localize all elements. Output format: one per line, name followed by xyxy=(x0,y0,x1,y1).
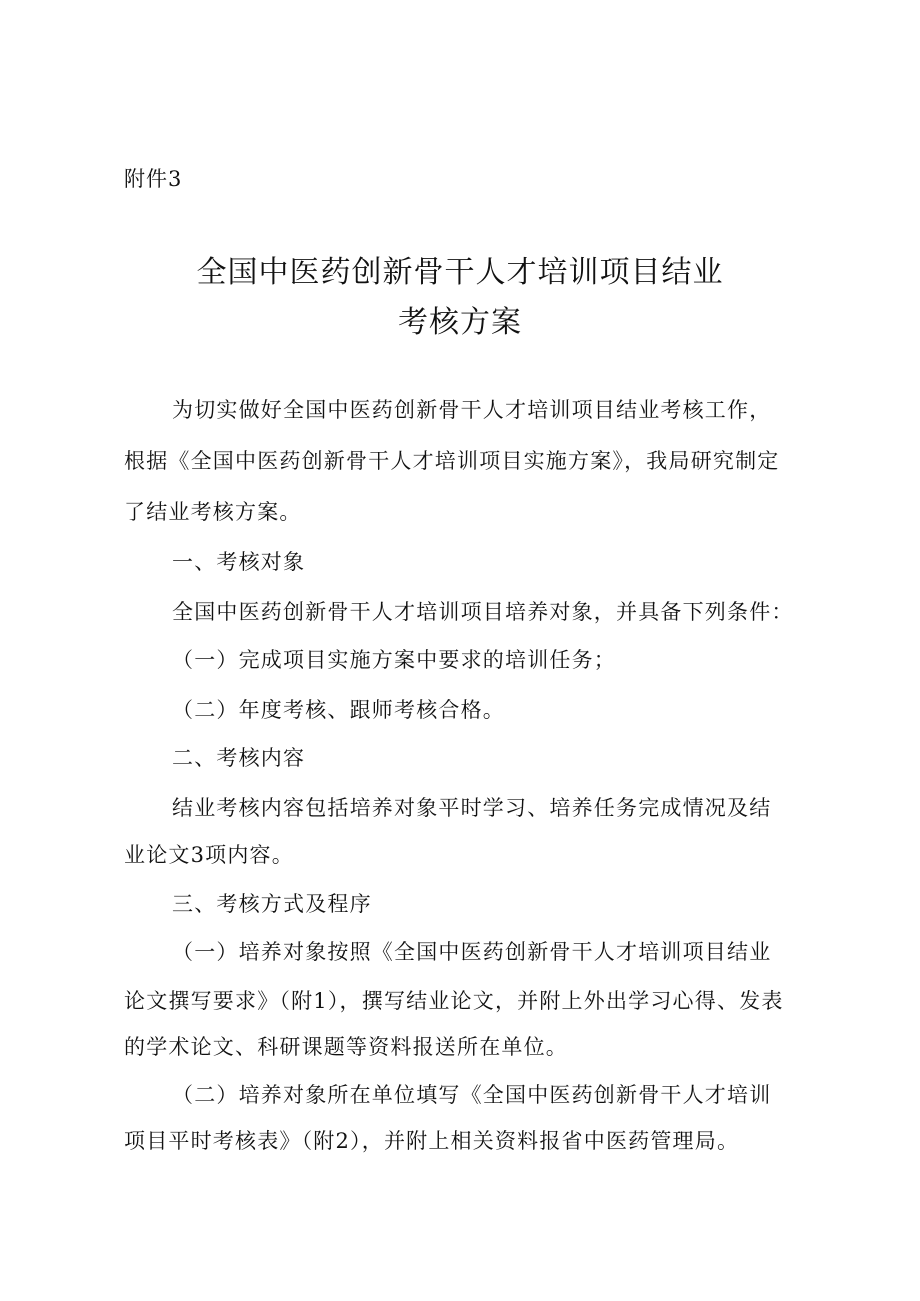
paragraph-line: 的学术论文、科研课题等资料报送所在单位。 xyxy=(124,1035,568,1059)
document-title-line-1: 全国中医药创新骨干人才培训项目结业 xyxy=(196,255,724,290)
paragraph-line: 根据《全国中医药创新骨干人才培训项目实施方案》，我局研究制定 xyxy=(124,449,780,473)
section-heading: 二、考核内容 xyxy=(172,746,306,770)
list-item: （二）培养对象所在单位填写《全国中医药创新骨干人才培训 xyxy=(172,1083,772,1107)
attachment-label: 附件3 xyxy=(124,167,183,191)
section-heading: 三、考核方式及程序 xyxy=(172,892,372,916)
paragraph-line: 论文撰写要求》（附1），撰写结业论文，并附上外出学习心得、发表 xyxy=(124,989,784,1013)
paragraph-line: 了结业考核方案。 xyxy=(124,500,302,524)
paragraph-line: 业论文3项内容。 xyxy=(124,843,294,867)
list-item: （二）年度考核、跟师考核合格。 xyxy=(172,698,505,722)
list-item: （一）完成项目实施方案中要求的培训任务； xyxy=(172,648,616,672)
list-item: （一）培养对象按照《全国中医药创新骨干人才培训项目结业 xyxy=(172,940,772,964)
document-title-line-2: 考核方案 xyxy=(398,305,522,340)
section-heading: 一、考核对象 xyxy=(172,550,306,574)
paragraph-line: 项目平时考核表》（附2），并附上相关资料报省中医药管理局。 xyxy=(124,1129,740,1153)
paragraph-line: 全国中医药创新骨干人才培训项目培养对象，并具备下列条件： xyxy=(172,600,794,624)
paragraph-line: 为切实做好全国中医药创新骨干人才培训项目结业考核工作， xyxy=(172,398,772,422)
paragraph-line: 结业考核内容包括培养对象平时学习、培养任务完成情况及结 xyxy=(172,796,772,820)
